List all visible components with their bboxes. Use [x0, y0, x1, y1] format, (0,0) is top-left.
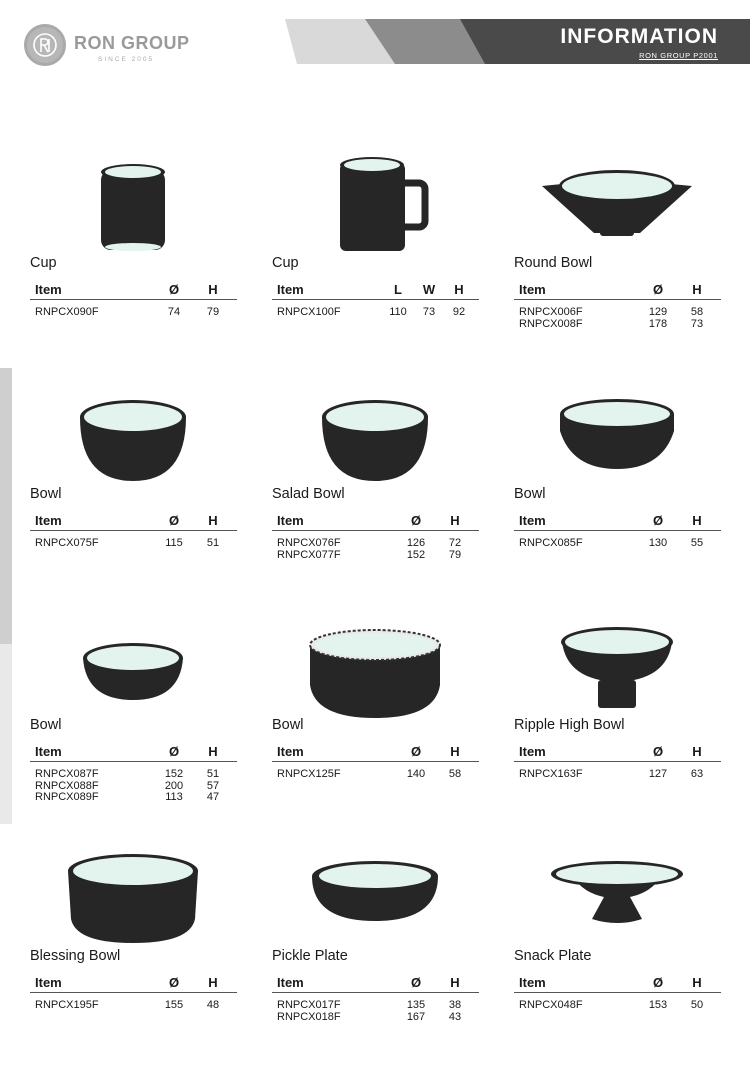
spec-row [30, 780, 237, 792]
spec-header-row [514, 511, 721, 531]
spec-header-dimension: H [454, 282, 464, 297]
spec-header-row [272, 511, 479, 531]
spec-table [272, 973, 479, 1022]
product-name: Salad Bowl [272, 486, 345, 502]
product-name: Bowl [30, 486, 62, 502]
spec-header-row [30, 742, 237, 762]
product-image [28, 600, 238, 720]
spec-header-dimension: H [450, 744, 460, 759]
spec-header-item: Item [519, 975, 546, 990]
spec-header-row [30, 511, 237, 531]
product-name: Bowl [272, 717, 304, 733]
spec-item-code: RNPCX077F [277, 548, 341, 561]
spec-header-dimension: Ø [168, 282, 180, 297]
spec-header-item: Item [277, 744, 304, 759]
product-name: Cup [272, 255, 299, 271]
product-image [270, 138, 480, 258]
spec-header-row [30, 280, 237, 300]
spec-header-dimension: H [692, 282, 702, 297]
product-image [28, 369, 238, 489]
spec-row [30, 791, 237, 803]
product-image [270, 831, 480, 951]
product-name: Ripple High Bowl [514, 717, 625, 733]
spec-row [272, 999, 479, 1011]
spec-item-code: RNPCX089F [35, 791, 99, 803]
spec-dimension-value: 72 [448, 537, 462, 549]
spec-table [514, 973, 721, 1011]
spec-dimension-value: 200 [164, 779, 184, 792]
spec-header-dimension: Ø [652, 744, 664, 759]
spec-header-item: Item [35, 975, 62, 990]
product-card [270, 831, 480, 1056]
spec-table [30, 742, 237, 803]
spec-header-item: Item [277, 513, 304, 528]
spec-dimension-value: 79 [206, 306, 220, 318]
spec-dimension-value: 55 [690, 537, 704, 549]
product-card [28, 600, 238, 825]
spec-dimension-value: 130 [648, 537, 668, 549]
spec-dimension-value: 58 [690, 306, 704, 318]
spec-header-dimension: Ø [410, 975, 422, 990]
brand-name: RON GROUP [74, 33, 190, 53]
product-image [270, 369, 480, 489]
spec-dimension-value: 92 [452, 306, 466, 318]
product-name: Round Bowl [514, 255, 593, 271]
spec-dimension-value: 129 [648, 306, 668, 318]
spec-row [272, 768, 479, 780]
spec-header-item: Item [519, 513, 546, 528]
spec-header-dimension: Ø [168, 975, 180, 990]
brand-logo [24, 24, 244, 70]
spec-header-item: Item [519, 282, 546, 297]
spec-dimension-value: 43 [448, 1010, 462, 1023]
product-image [270, 600, 480, 720]
spec-item-code: RNPCX085F [519, 537, 583, 549]
spec-row [30, 999, 237, 1011]
spec-dimension-value: 140 [406, 768, 426, 780]
spec-header-dimension: L [394, 282, 402, 297]
spec-dimension-value: 126 [406, 537, 426, 549]
spec-dimension-value: 115 [165, 537, 183, 549]
spec-dimension-value: 57 [206, 779, 220, 792]
spec-header-dimension: Ø [410, 513, 422, 528]
spec-row [514, 768, 721, 780]
spec-header-row [514, 742, 721, 762]
spec-table [272, 511, 479, 560]
spec-item-code: RNPCX048F [519, 999, 583, 1011]
spec-dimension-value: 50 [690, 999, 704, 1011]
spec-item-code: RNPCX163F [519, 768, 583, 780]
spec-dimension-value: 58 [448, 768, 462, 780]
spec-dimension-value: 110 [389, 306, 407, 318]
product-image [28, 831, 238, 951]
spec-table [514, 511, 721, 549]
spec-header-dimension: H [208, 513, 218, 528]
spec-header-item: Item [35, 744, 62, 759]
product-card [270, 138, 480, 363]
product-card [512, 831, 722, 1056]
spec-header-item: Item [277, 282, 304, 297]
spec-dimension-value: 167 [406, 1010, 426, 1023]
product-image [28, 138, 238, 258]
product-card [28, 369, 238, 594]
brand-since: SINCE 2005 [98, 56, 155, 63]
spec-row [30, 306, 237, 318]
product-image [512, 600, 722, 720]
spec-header-dimension: H [208, 744, 218, 759]
spec-item-code: RNPCX087F [35, 768, 99, 780]
spec-item-code: RNPCX006F [519, 306, 583, 318]
product-card [270, 369, 480, 594]
left-decor-band [0, 368, 12, 644]
spec-header-dimension: Ø [168, 744, 180, 759]
spec-dimension-value: 178 [648, 317, 668, 330]
spec-header-dimension: Ø [652, 282, 664, 297]
spec-row [514, 318, 721, 330]
spec-row [514, 306, 721, 318]
product-name: Bowl [514, 486, 546, 502]
product-card [270, 600, 480, 825]
spec-header-dimension: W [422, 282, 436, 297]
logo-emblem-icon [24, 24, 66, 66]
spec-row [30, 537, 237, 549]
product-card [512, 138, 722, 363]
product-image [512, 369, 722, 489]
spec-row [272, 549, 479, 561]
spec-item-code: RNPCX125F [277, 768, 341, 780]
spec-item-code: RNPCX088F [35, 779, 99, 792]
spec-dimension-value: 153 [648, 999, 668, 1011]
page-subtitle: RON GROUP P2001 [639, 51, 718, 60]
spec-item-code: RNPCX195F [35, 999, 99, 1011]
spec-dimension-value: 73 [422, 306, 436, 318]
spec-header-dimension: H [208, 282, 218, 297]
spec-header-item: Item [35, 513, 62, 528]
spec-header-row [514, 973, 721, 993]
spec-header-row [514, 280, 721, 300]
spec-item-code: RNPCX076F [277, 537, 341, 549]
spec-header-item: Item [519, 744, 546, 759]
spec-item-code: RNPCX008F [519, 317, 583, 330]
spec-dimension-value: 155 [164, 999, 184, 1011]
spec-header-dimension: H [692, 975, 702, 990]
spec-dimension-value: 51 [206, 537, 220, 549]
spec-table [30, 280, 237, 318]
spec-dimension-value: 73 [690, 317, 704, 330]
spec-dimension-value: 135 [406, 999, 426, 1011]
spec-header-dimension: Ø [652, 975, 664, 990]
spec-dimension-value: 152 [164, 768, 184, 780]
spec-header-row [272, 280, 479, 300]
spec-header-dimension: Ø [410, 744, 422, 759]
page-title: INFORMATION [560, 25, 718, 48]
spec-header-dimension: H [692, 513, 702, 528]
product-card [512, 600, 722, 825]
product-grid [28, 138, 728, 1038]
spec-dimension-value: 38 [448, 999, 462, 1011]
spec-table [30, 973, 237, 1011]
spec-dimension-value: 47 [206, 791, 220, 803]
spec-header-row [272, 742, 479, 762]
spec-table [30, 511, 237, 549]
spec-dimension-value: 63 [690, 768, 704, 780]
spec-row [272, 1011, 479, 1023]
product-card [28, 831, 238, 1056]
spec-item-code: RNPCX018F [277, 1010, 341, 1023]
product-card [28, 138, 238, 363]
spec-table [514, 280, 721, 329]
spec-row [514, 999, 721, 1011]
spec-dimension-value: 51 [206, 768, 220, 780]
spec-table [272, 742, 479, 780]
spec-item-code: RNPCX075F [35, 537, 99, 549]
spec-table [272, 280, 479, 318]
left-decor-band [0, 644, 12, 824]
spec-header-dimension: H [692, 744, 702, 759]
spec-dimension-value: 79 [448, 548, 462, 561]
spec-dimension-value: 113 [165, 791, 183, 803]
spec-item-code: RNPCX100F [277, 306, 341, 318]
spec-header-dimension: H [450, 513, 460, 528]
product-name: Snack Plate [514, 948, 592, 964]
spec-row [272, 537, 479, 549]
spec-header-row [272, 973, 479, 993]
product-name: Bowl [30, 717, 62, 733]
spec-dimension-value: 127 [648, 768, 668, 780]
spec-row [514, 537, 721, 549]
spec-header-dimension: H [208, 975, 218, 990]
spec-header-dimension: Ø [652, 513, 664, 528]
spec-dimension-value: 74 [167, 306, 181, 318]
spec-header-dimension: H [450, 975, 460, 990]
product-image [512, 831, 722, 951]
spec-dimension-value: 152 [406, 548, 426, 561]
product-card [512, 369, 722, 594]
spec-table [514, 742, 721, 780]
spec-row [272, 306, 479, 318]
product-name: Cup [30, 255, 57, 271]
spec-row [30, 768, 237, 780]
spec-header-row [30, 973, 237, 993]
spec-header-dimension: Ø [168, 513, 180, 528]
spec-item-code: RNPCX090F [35, 306, 99, 318]
spec-item-code: RNPCX017F [277, 999, 341, 1011]
product-name: Pickle Plate [272, 948, 348, 964]
spec-header-item: Item [277, 975, 304, 990]
product-image [512, 138, 722, 258]
spec-dimension-value: 48 [206, 999, 220, 1011]
spec-header-item: Item [35, 282, 62, 297]
product-name: Blessing Bowl [30, 948, 121, 964]
